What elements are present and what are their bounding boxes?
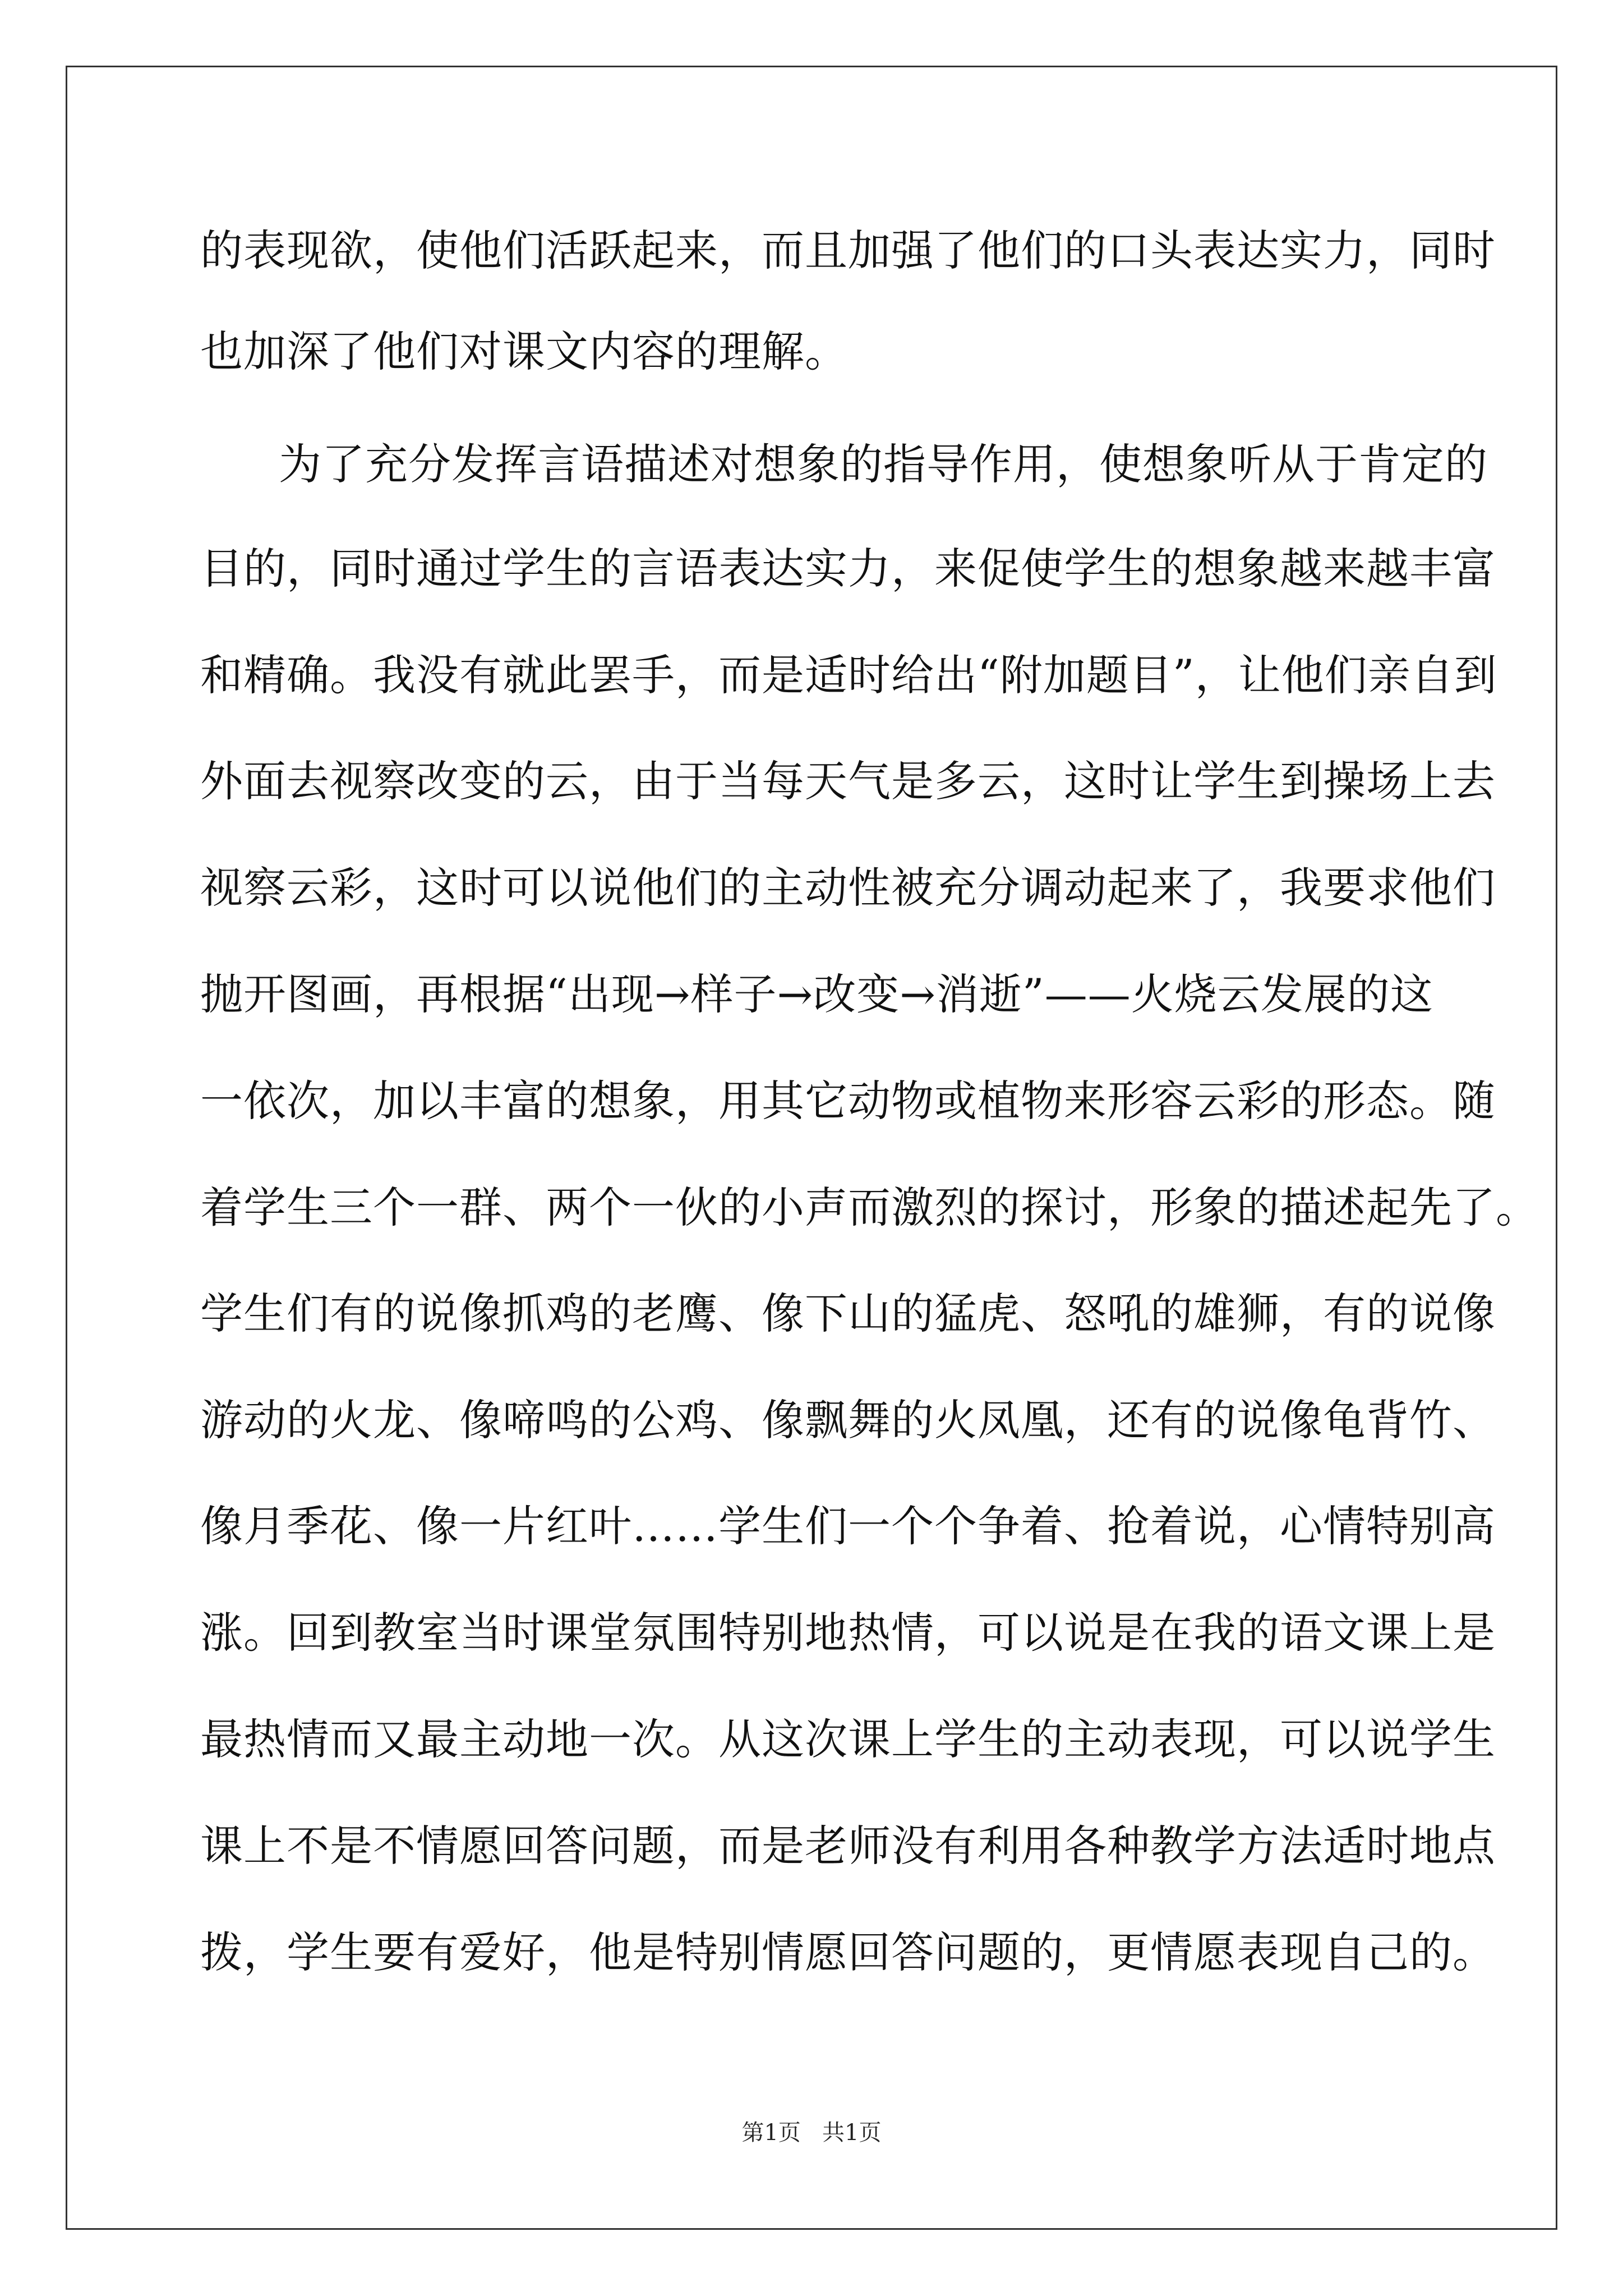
text-line: 外面去视察改变的云，由于当每天气是多云，这时让学生到操场上去: [200, 756, 1496, 806]
text-line: 一依次，加以丰富的想象，用其它动物或植物来形容云彩的形态。随: [200, 1076, 1496, 1126]
text-line: 和精确。我没有就此罢手，而是适时给出“附加题目”，让他们亲自到: [200, 650, 1497, 700]
text-line: 的表现欲，使他们活跃起来，而且加强了他们的口头表达实力，同时: [200, 226, 1496, 275]
text-line: 课上不是不情愿回答问题，而是老师没有利用各种教学方法适时地点: [200, 1821, 1496, 1871]
text-line: 涨。回到教室当时课堂氛围特别地热情，可以说是在我的语文课上是: [200, 1608, 1496, 1658]
text-line: 视察云彩，这时可以说他们的主动性被充分调动起来了，我要求他们: [200, 863, 1496, 913]
text-line: 抛开图画，再根据“出现→样子→改变→消逝”——火烧云发展的这: [200, 969, 1433, 1019]
text-line: 目的，同时通过学生的言语表达实力，来促使学生的想象越来越丰富: [200, 544, 1496, 593]
text-line: 学生们有的说像抓鸡的老鹰、像下山的猛虎、怒吼的雄狮，有的说像: [200, 1289, 1496, 1338]
text-line: 拨，学生要有爱好，他是特别情愿回答问题的，更情愿表现自己的。: [200, 1927, 1496, 1977]
text-line: 游动的火龙、像啼鸣的公鸡、像飘舞的火凤凰，还有的说像龟背竹、: [200, 1395, 1496, 1445]
page-border: [66, 66, 1557, 2230]
paragraph-start-line: 为了充分发挥言语描述对想象的指导作用，使想象听从于肯定的: [279, 439, 1488, 489]
text-line: 也加深了他们对课文内容的理解。: [200, 326, 848, 376]
text-line: 最热情而又最主动地一次。从这次课上学生的主动表现，可以说学生: [200, 1714, 1496, 1764]
text-line: 像月季花、像一片红叶……学生们一个个争着、抢着说，心情特别高: [200, 1501, 1496, 1551]
text-line: 着学生三个一群、两个一伙的小声而激烈的探讨，形象的描述起先了。: [200, 1182, 1539, 1232]
page-number-footer: 第1页 共1页: [741, 2120, 882, 2146]
